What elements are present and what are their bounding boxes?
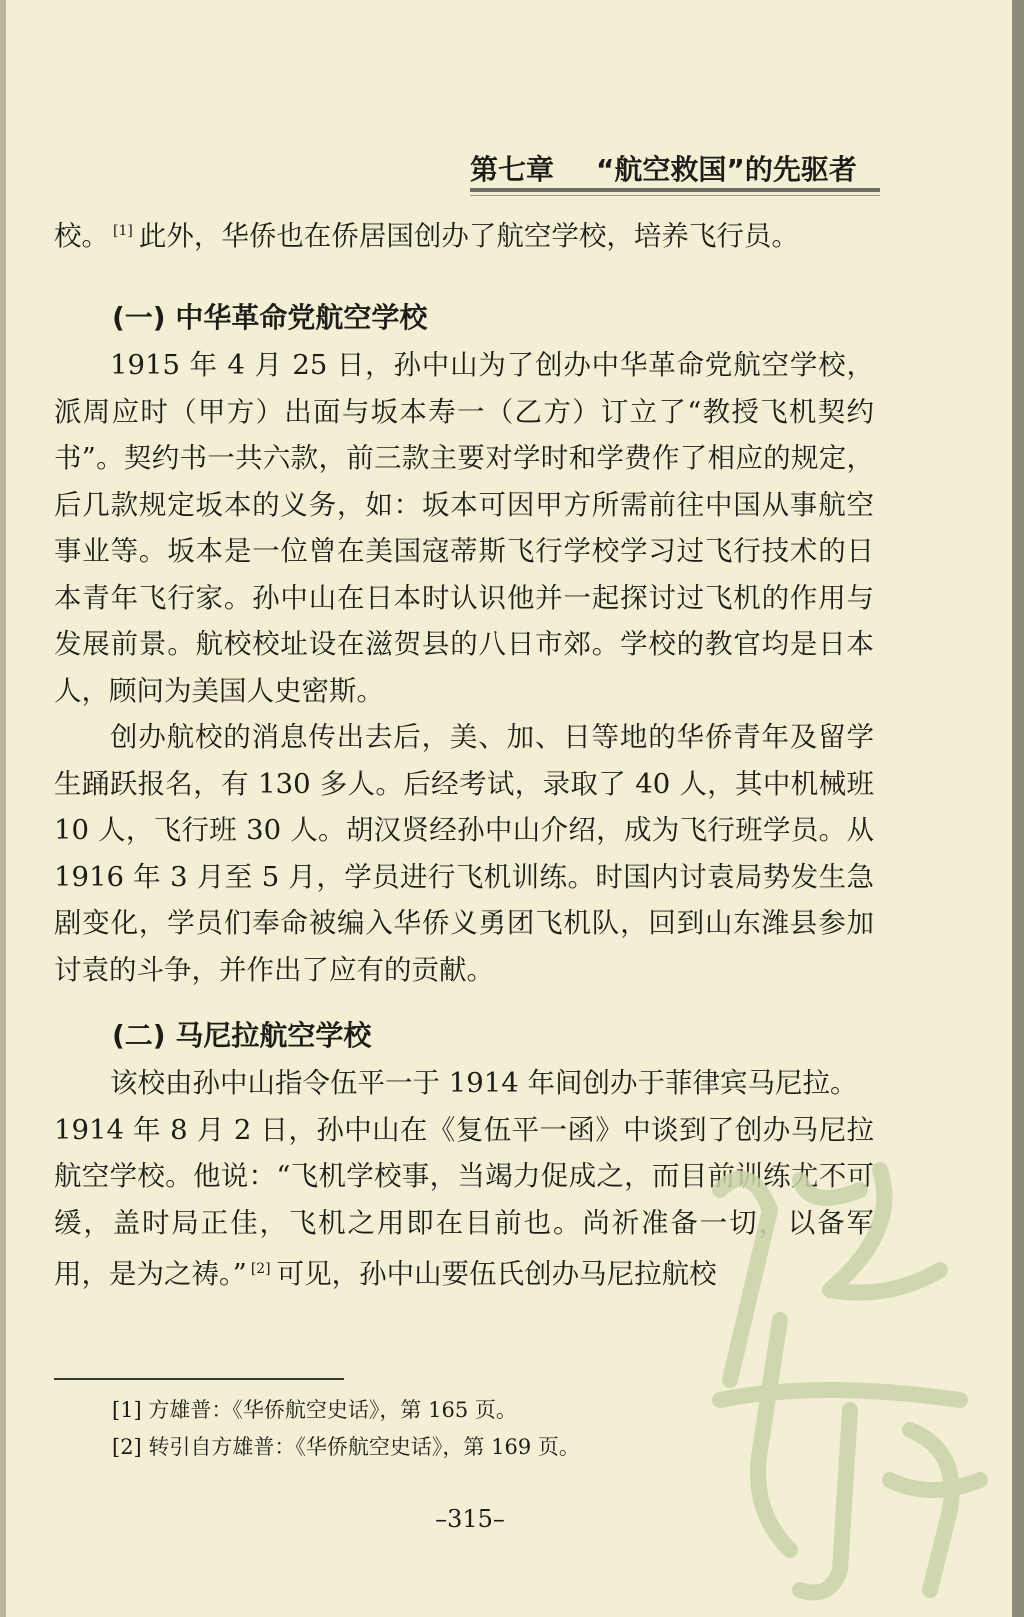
footnote-ref-2[interactable]: [2] (250, 1261, 271, 1277)
intro-line (54, 208, 874, 260)
footnotes (112, 1392, 580, 1466)
page-edge-right (1012, 0, 1024, 1617)
footnote-1: [1] 方雄普：《华侨航空史话》，第 165 页。 (112, 1398, 517, 1422)
section-2-quote: 1914 年 8 月 2 日，孙中山在《复伍平一函》中谈到了创办马尼拉航空学校。他说：“飞机学校事，当竭力促成之，而目前训练尤不可缓，盖时局正佳，飞机之用即在目前也。尚祈准备一切，以备军用，是为之祷。” (54, 1113, 874, 1290)
page-edge-left (0, 0, 6, 1617)
intro-lead: 校。 (54, 220, 109, 252)
section-2-continuation: 可见，孙中山要伍氏创办马尼拉航校 (276, 1258, 717, 1290)
chapter-title: “航空救国”的先驱者 (596, 153, 857, 186)
intro-rest: 此外，华侨也在侨居国创办了航空学校，培养飞行员。 (138, 220, 799, 252)
footnote-ref-1[interactable]: [1] (113, 223, 133, 239)
section-1-paragraph-1: 1915 年 4 月 25 日，孙中山为了创办中华革命党航空学校，派周应时（甲方）出面与坂本寿一（乙方）订立了“教授飞机契约书”。契约书一共六款，前三款主要对学时和学费作了相应的规定，后几款规定坂本的义务，如：坂本可因甲方所需前往中国从事航空事业等。坂本是一位曾在美国寇蒂斯飞行学校学习过飞行技术的日本青年飞行家。孙中山在日本时认识他并一起探讨过飞机的作用与发展前景。航校校址设在滋贺县的八日市郊。学校的教官均是日本人，顾问为美国人史密斯。 (54, 349, 874, 707)
page-number: –315– (435, 1505, 505, 1533)
footnote-2: [2] 转引自方雄普：《华侨航空史话》，第 169 页。 (112, 1435, 580, 1459)
header-rule (470, 195, 880, 196)
chapter-number: 第七章 (470, 153, 555, 186)
section-1-body (54, 342, 874, 993)
section-2-heading: (二) 马尼拉航空学校 (112, 1019, 372, 1052)
huaqiao-watermark-logo (660, 1150, 1000, 1610)
section-1-paragraph-2: 创办航校的消息传出去后，美、加、日等地的华侨青年及留学生踊跃报名，有 130 多人。后经考试，录取了 40 人，其中机械班 10 人，飞行班 30 人。胡汉贤经孙中山介绍，成为飞行班学员。从 1916 年 3 月至 5 月，学员进行飞机训练。时国内讨袁局势发生急剧变化，学员们奉命被编入华侨义勇团飞机队，回到山东潍县参加讨袁的斗争，并作出了应有的贡献。 (54, 721, 874, 986)
section-1-heading: (一) 中华革命党航空学校 (112, 301, 428, 334)
intro-paragraph (54, 208, 874, 260)
section-2-paragraph-1: 该校由孙中山指令伍平一于 1914 年间创办于菲律宾马尼拉。 (110, 1067, 858, 1099)
footnote-rule (54, 1378, 344, 1380)
running-header (470, 148, 880, 192)
